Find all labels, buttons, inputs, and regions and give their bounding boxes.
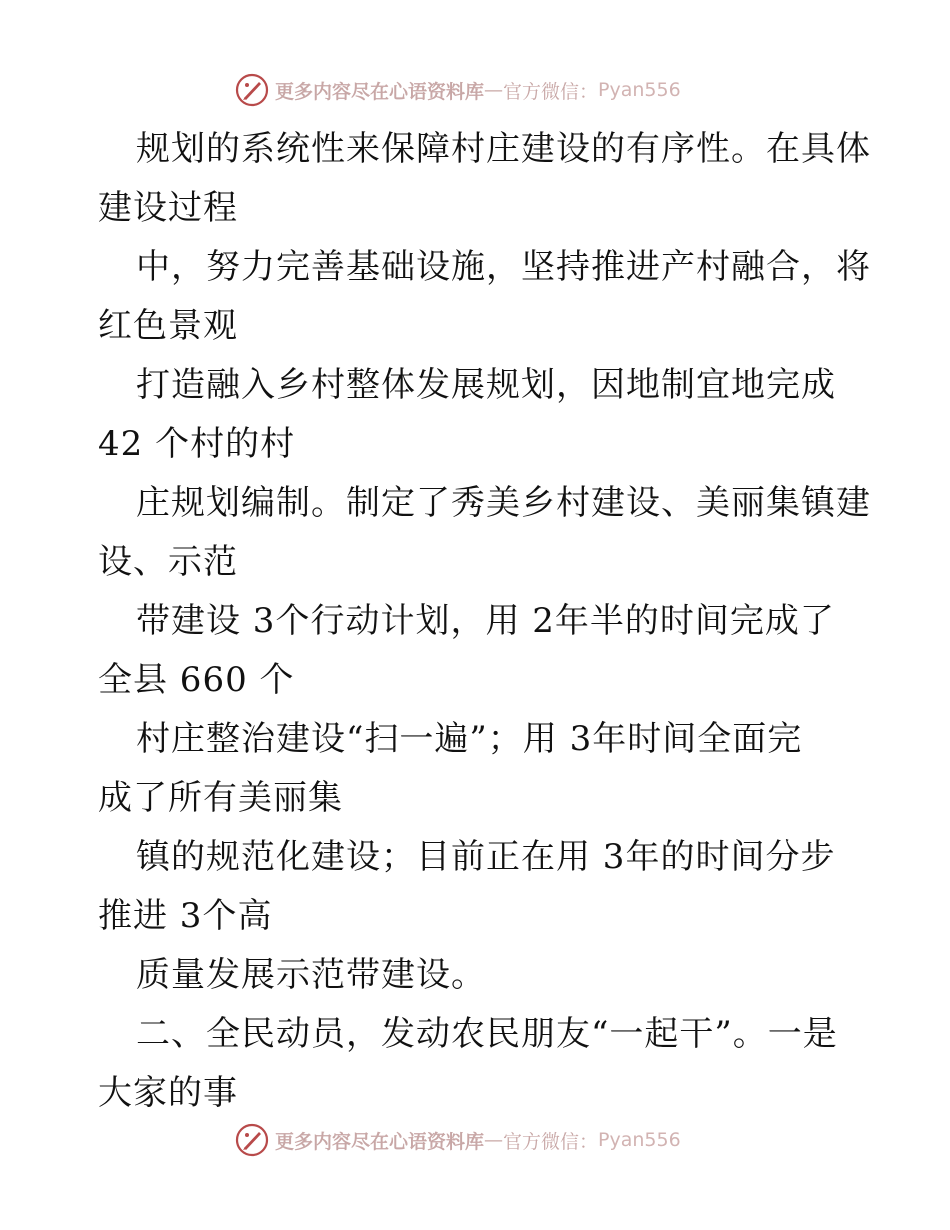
text-line: 设、示范 — [98, 542, 238, 582]
text-line: 镇的规范化建设；目前正在用 3年的时间分步 — [136, 837, 836, 877]
footer-watermark — [235, 1123, 681, 1157]
watermark-wechat-label: 官方微信： — [503, 1130, 599, 1153]
header-watermark — [235, 73, 681, 107]
text-line: 红色景观 — [98, 306, 238, 346]
text-line: 推进 3个高 — [98, 896, 273, 936]
text-line: 42 个村的村 — [98, 424, 296, 464]
watermark-lead-text: 更多内容尽在心语资料库 — [275, 80, 485, 103]
quill-pen-emblem-icon — [235, 1123, 269, 1157]
text-line: 带建设 3个行动计划，用 2年半的时间完成了 — [136, 601, 835, 641]
watermark-wechat-id: Pyan556 — [598, 79, 681, 101]
watermark-wechat-label: 官方微信： — [503, 80, 599, 103]
quill-pen-emblem-icon — [235, 73, 269, 107]
text-line: 村庄整治建设“扫一遍”；用 3年时间全面完 — [136, 719, 803, 759]
text-line: 打造融入乡村整体发展规划，因地制宜地完成 — [136, 365, 836, 405]
document-body — [98, 120, 871, 1123]
text-line: 规划的系统性来保障村庄建设的有序性。在具体 — [136, 129, 871, 169]
watermark-dash: — — [484, 79, 504, 101]
text-line: 大家的事 — [98, 1073, 238, 1113]
watermark-wechat-id: Pyan556 — [598, 1129, 681, 1151]
watermark-lead-text: 更多内容尽在心语资料库 — [275, 1130, 485, 1153]
text-line: 建设过程 — [98, 188, 238, 228]
text-line: 中，努力完善基础设施，坚持推进产村融合，将 — [136, 247, 871, 287]
text-line: 庄规划编制。制定了秀美乡村建设、美丽集镇建 — [136, 483, 871, 523]
text-line: 质量发展示范带建设。 — [136, 955, 486, 995]
text-line: 全县 660 个 — [98, 660, 295, 700]
text-line: 成了所有美丽集 — [98, 778, 343, 818]
watermark-dash: — — [484, 1129, 504, 1151]
section-heading-line: 二、全民动员，发动农民朋友“一起干”。一是 — [136, 1014, 838, 1054]
